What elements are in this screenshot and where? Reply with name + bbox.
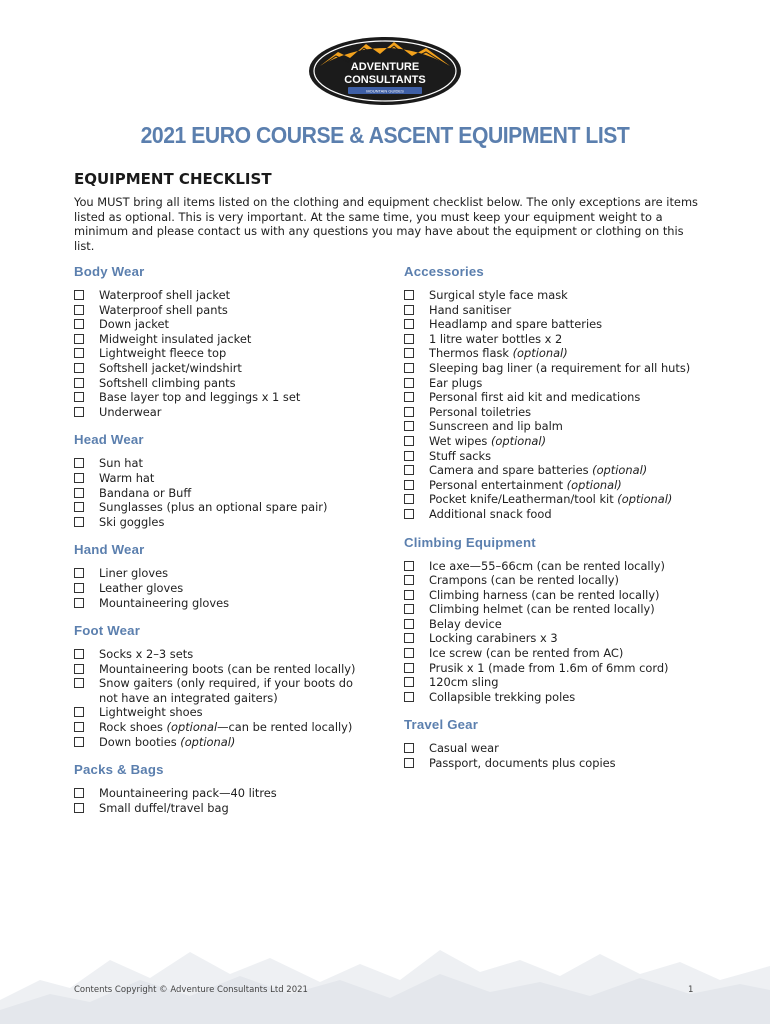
checklist-item: [404, 361, 704, 376]
checklist: [74, 288, 374, 419]
section-climbing-equipment: [404, 533, 704, 705]
item-text: Ear plugs: [429, 375, 483, 390]
item-text: Softshell jacket/windshirt: [99, 360, 242, 375]
item-optional-note: (optional): [592, 463, 648, 478]
item-text: Base layer top and leggings x 1 set: [99, 390, 301, 405]
item-text: Collapsible trekking poles: [429, 689, 576, 704]
checklist-item: [74, 361, 374, 376]
checklist-item: [404, 631, 704, 646]
checklist: [404, 741, 704, 770]
checkbox[interactable]: [74, 319, 84, 329]
item-text: Lightweight shoes: [99, 705, 203, 720]
checkbox[interactable]: [74, 502, 84, 512]
section-packs-bags: [74, 760, 374, 815]
item-text: Camera and spare batteries: [429, 463, 593, 478]
checkbox[interactable]: [74, 392, 84, 402]
item-text: Warm hat: [99, 470, 155, 485]
checkbox[interactable]: [74, 788, 84, 798]
checklist-item: [74, 662, 374, 677]
checklist-item: [404, 741, 704, 756]
checkbox[interactable]: [74, 378, 84, 388]
item-text: Hand sanitiser: [429, 302, 512, 317]
checklist-item: [74, 486, 374, 501]
checklist: [74, 566, 374, 610]
checkbox[interactable]: [74, 473, 84, 483]
item-text: Down booties: [99, 734, 181, 749]
section-title: Head Wear: [74, 432, 144, 448]
checklist-item: [404, 492, 704, 507]
item-text: Headlamp and spare batteries: [429, 317, 603, 332]
checkbox[interactable]: [74, 649, 84, 659]
item-text: Climbing harness (can be rented locally): [429, 587, 660, 602]
checklist-item: [404, 376, 704, 391]
checklist-item: [404, 332, 704, 347]
checkbox[interactable]: [404, 758, 414, 768]
item-text: Thermos flask: [429, 346, 513, 361]
footer-copyright: Contents Copyright © Adventure Consultants Ltd 2021: [74, 985, 308, 995]
right-column: [404, 262, 704, 782]
checklist-item: [404, 390, 704, 405]
checkbox[interactable]: [404, 663, 414, 673]
checkbox[interactable]: [404, 348, 414, 358]
checkbox[interactable]: [74, 737, 84, 747]
item-text: Mountaineering boots (can be rented locally): [99, 661, 356, 676]
checklist-item: [404, 559, 704, 574]
item-text: Waterproof shell pants: [99, 302, 228, 317]
checklist-item: [404, 661, 704, 676]
checkbox[interactable]: [74, 598, 84, 608]
checkbox[interactable]: [74, 334, 84, 344]
logo-line2: CONSULTANTS: [344, 74, 426, 86]
logo-line3: MOUNTAIN GUIDES: [366, 88, 404, 94]
checklist-item: [404, 317, 704, 332]
checkbox[interactable]: [74, 305, 84, 315]
section-title: Climbing Equipment: [404, 534, 536, 550]
checklist: [74, 456, 374, 529]
checkbox[interactable]: [74, 568, 84, 578]
checkbox[interactable]: [404, 648, 414, 658]
checklist-item: [74, 317, 374, 332]
checkbox[interactable]: [404, 509, 414, 519]
checkbox[interactable]: [404, 290, 414, 300]
checklist-item: [74, 346, 374, 361]
page-title: 2021 EURO COURSE & ASCENT EQUIPMENT LIST: [140, 122, 630, 148]
section-travel-gear: [404, 715, 704, 770]
item-text: Personal entertainment: [429, 477, 567, 492]
checklist-item: [74, 500, 374, 515]
checklist: [404, 288, 704, 522]
checklist-item: [404, 419, 704, 434]
checkbox[interactable]: [74, 407, 84, 417]
checkbox[interactable]: [404, 561, 414, 571]
item-text: Pocket knife/Leatherman/tool kit: [429, 492, 618, 507]
checklist-item: [404, 449, 704, 464]
item-text: Sunglasses (plus an optional spare pair): [99, 500, 328, 515]
checkbox[interactable]: [404, 451, 414, 461]
checkbox[interactable]: [404, 392, 414, 402]
checklist-item: [404, 690, 704, 705]
section-head-wear: [74, 430, 374, 529]
item-optional-note: (optional: [166, 720, 218, 735]
checkbox[interactable]: [404, 407, 414, 417]
item-text: Surgical style face mask: [429, 288, 568, 302]
item-text: Sunscreen and lip balm: [429, 419, 563, 434]
checkbox[interactable]: [404, 743, 414, 753]
checkbox[interactable]: [404, 590, 414, 600]
checklist-heading: EQUIPMENT CHECKLIST: [74, 170, 272, 188]
item-text: Liner gloves: [99, 566, 169, 581]
checklist-item: [74, 390, 374, 405]
checklist-item: [404, 602, 704, 617]
checklist-item: [404, 478, 704, 493]
item-text: 1 litre water bottles x 2: [429, 331, 563, 346]
item-text: Locking carabiners x 3: [429, 631, 558, 646]
item-optional-note: (optional): [566, 477, 622, 492]
section-title: Body Wear: [74, 264, 145, 279]
checkbox[interactable]: [74, 803, 84, 813]
section-title: Accessories: [404, 264, 484, 279]
item-optional-note: (optional): [180, 734, 236, 749]
checkbox[interactable]: [404, 363, 414, 373]
section-foot-wear: [74, 621, 374, 749]
item-text: Sun hat: [99, 456, 143, 471]
checklist: [74, 786, 374, 815]
checklist-item: [74, 332, 374, 347]
item-text-after: —can be rented locally): [217, 720, 353, 735]
checklist-item: [404, 573, 704, 588]
checkbox[interactable]: [404, 692, 414, 702]
checklist-item: [404, 756, 704, 771]
section-title: Foot Wear: [74, 623, 141, 639]
logo-line1: ADVENTURE: [350, 61, 420, 73]
checklist: [74, 647, 374, 749]
section-title: Hand Wear: [74, 542, 145, 558]
item-text: Waterproof shell jacket: [99, 288, 231, 302]
item-text: Socks x 2–3 sets: [99, 647, 194, 662]
checklist-item: [74, 786, 374, 801]
item-text: Personal first aid kit and medications: [429, 390, 641, 405]
checklist-item: [74, 676, 374, 705]
checkbox[interactable]: [404, 494, 414, 504]
item-text: Snow gaiters (only required, if your boots do not have an integrated gaiters): [99, 676, 353, 705]
item-text: Prusik x 1 (made from 1.6m of 6mm cord): [429, 660, 669, 675]
checklist-item: [404, 405, 704, 420]
item-text: 120cm sling: [429, 675, 499, 690]
checkbox[interactable]: [404, 619, 414, 629]
item-text: Lightweight fleece top: [99, 346, 227, 361]
intro-paragraph: You MUST bring all items listed on the clothing and equipment checklist below. The only exceptions are items listed as optional. This is very important. At the same time, you must keep your equipment weight to a minimum and please contact us with any questions you may have about the equipment or clothing on this list.: [74, 195, 698, 254]
checkbox[interactable]: [74, 488, 84, 498]
item-text: Ice axe—55–66cm (can be rented locally): [429, 558, 665, 573]
item-text: Bandana or Buff: [99, 485, 192, 500]
checklist-item: [74, 566, 374, 581]
left-column: [74, 262, 374, 826]
item-text: Climbing helmet (can be rented locally): [429, 602, 655, 617]
checklist-item: [74, 581, 374, 596]
checkbox[interactable]: [74, 348, 84, 358]
checklist-item: [74, 405, 374, 420]
item-text: Mountaineering pack—40 litres: [99, 786, 277, 801]
checklist-item: [404, 507, 704, 522]
section-title: Packs & Bags: [74, 762, 164, 778]
mountain-watermark: [0, 930, 770, 1024]
checkbox[interactable]: [74, 517, 84, 527]
checkbox[interactable]: [74, 707, 84, 717]
checkbox[interactable]: [74, 458, 84, 468]
item-text: Ice screw (can be rented from AC): [429, 646, 624, 661]
checkbox[interactable]: [74, 363, 84, 373]
item-text: Passport, documents plus copies: [429, 756, 616, 771]
item-text: Underwear: [99, 404, 162, 419]
checkbox[interactable]: [404, 421, 414, 431]
item-text: Down jacket: [99, 317, 169, 332]
checklist-item: [404, 346, 704, 361]
checkbox[interactable]: [404, 575, 414, 585]
section-hand-wear: [74, 540, 374, 610]
checkbox[interactable]: [74, 290, 84, 300]
item-text: Softshell climbing pants: [99, 375, 236, 390]
item-text: Belay device: [429, 616, 502, 631]
checklist-item: [74, 647, 374, 662]
item-optional-note: (optional): [617, 492, 673, 507]
checkbox[interactable]: [74, 722, 84, 732]
item-text: Personal toiletries: [429, 404, 532, 419]
checkbox[interactable]: [404, 436, 414, 446]
item-text: Rock shoes: [99, 720, 167, 735]
checklist-item: [74, 801, 374, 816]
item-text: Mountaineering gloves: [99, 595, 230, 610]
checkbox[interactable]: [404, 677, 414, 687]
item-text: Small duffel/travel bag: [99, 800, 229, 815]
checkbox[interactable]: [404, 378, 414, 388]
checklist-item: [74, 303, 374, 318]
item-text: Sleeping bag liner (a requirement for all huts): [429, 360, 691, 375]
checkbox[interactable]: [404, 604, 414, 614]
section-title: Travel Gear: [404, 717, 479, 733]
checklist-item: [404, 303, 704, 318]
checkbox[interactable]: [74, 678, 84, 688]
checklist-item: [404, 675, 704, 690]
adventure-consultants-logo: [308, 36, 462, 106]
item-text: Ski goggles: [99, 514, 165, 529]
checklist-item: [404, 588, 704, 603]
item-text: Midweight insulated jacket: [99, 331, 252, 346]
checklist-item: [404, 646, 704, 661]
checklist-item: [404, 434, 704, 449]
checklist-item: [74, 376, 374, 391]
checklist-item: [404, 288, 704, 303]
checklist-item: [404, 463, 704, 478]
item-optional-note: (optional): [512, 346, 568, 361]
section-accessories: [404, 262, 704, 522]
item-text: Additional snack food: [429, 506, 552, 521]
checklist: [404, 559, 704, 705]
item-text: Crampons (can be rented locally): [429, 573, 619, 588]
checkbox[interactable]: [404, 319, 414, 329]
checklist-item: [74, 720, 374, 735]
checklist-item: [74, 515, 374, 530]
checklist-item: [404, 617, 704, 632]
checkbox[interactable]: [404, 305, 414, 315]
checklist-item: [74, 471, 374, 486]
section-body-wear: [74, 262, 374, 419]
checklist-item: [74, 288, 374, 303]
checkbox[interactable]: [404, 480, 414, 490]
item-text: Leather gloves: [99, 580, 184, 595]
item-optional-note: (optional): [490, 433, 547, 448]
checkbox[interactable]: [404, 465, 414, 475]
checklist-item: [74, 705, 374, 720]
checklist-item: [74, 735, 374, 750]
checkbox[interactable]: [74, 664, 84, 674]
checklist-item: [74, 596, 374, 611]
page-number: 1: [688, 985, 694, 995]
item-text: Stuff sacks: [429, 448, 492, 463]
item-text: Casual wear: [429, 741, 499, 756]
item-text: Wet wipes: [429, 433, 491, 448]
checkbox[interactable]: [404, 633, 414, 643]
checkbox[interactable]: [404, 334, 414, 344]
checklist-item: [74, 456, 374, 471]
checkbox[interactable]: [74, 583, 84, 593]
